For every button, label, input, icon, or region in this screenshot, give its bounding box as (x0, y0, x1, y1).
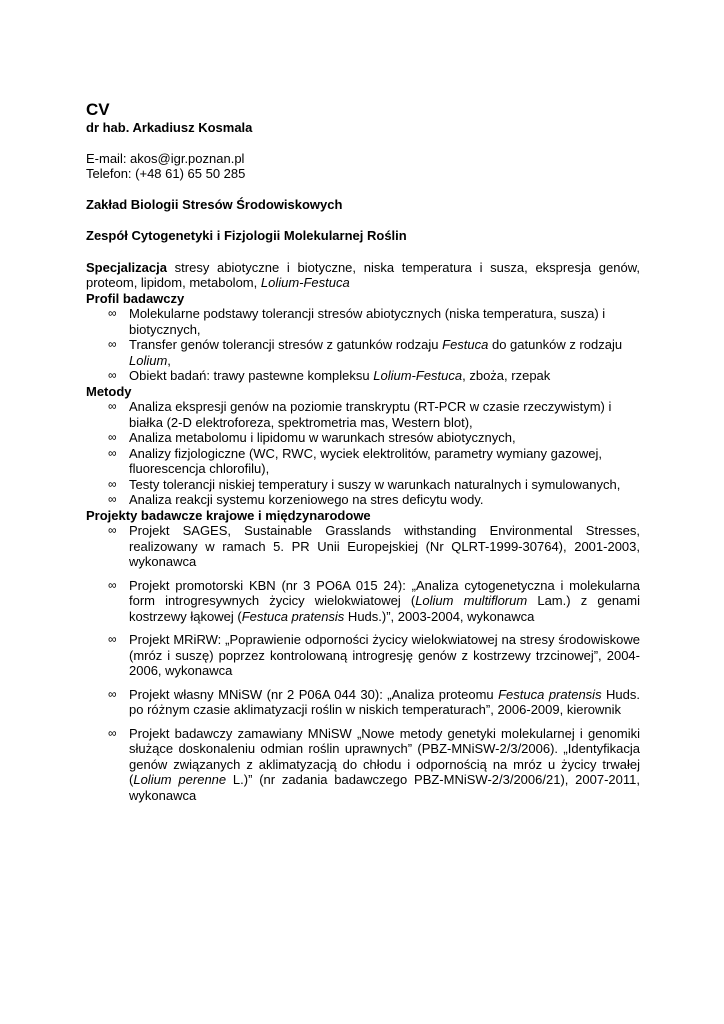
item-text: Projekt własny MNiSW (nr 2 P06A 044 30): „Analiza proteomu (129, 686, 499, 702)
profile-item (86, 337, 640, 368)
profile-list (86, 306, 640, 384)
bullet-icon: ∞ (108, 476, 117, 491)
bullet-icon: ∞ (108, 368, 117, 382)
project-item (86, 523, 640, 570)
methods-list (86, 399, 640, 508)
project-item (86, 632, 640, 679)
item-text: Obiekt badań: trawy pastewne kompleksu (129, 368, 374, 383)
document-title: CV (86, 100, 110, 119)
item-text: Projekt MRiRW: „Poprawienie odporności życicy wielokwiatowej na stresy środowiskowe (mróz i suszę) poprzez kontrolowaną introgresję genów z kostrzewy trzcinowej”, 2004-2006, wykonawca (129, 632, 640, 678)
item-text: L.)” (nr zadania badawczego PBZ-MNiSW-2/3/2006/21), 2007-2011, wykonawca (129, 772, 640, 803)
method-item (86, 399, 640, 430)
bullet-icon: ∞ (108, 632, 117, 646)
department-name: Zakład Biologii Stresów Środowiskowych (86, 196, 343, 212)
item-text: , zboża, rzepak (462, 368, 551, 383)
item-text: Testy tolerancji niskiej temperatury i suszy w warunkach naturalnych i symulowanych, (129, 476, 621, 492)
specialization-text: stresy abiotyczne i biotyczne, niska temperatura i susza, ekspresja genów, proteom, lipidom, metabolom, (86, 259, 640, 290)
item-text: Huds. po różnym czasie aklimatyzacji roślin w niskich temperaturach”, 2006-2009, kierownik (129, 686, 641, 717)
project-item (86, 726, 640, 804)
item-text: do gatunków z rodzaju (488, 337, 623, 352)
item-text: Projekt promotorski KBN (nr 3 PO6A 015 24): „Analiza cytogenetyczna i molekularna form introgresywnych życicy wielokwiatowej ( (129, 577, 640, 608)
italic-term: Lolium-Festuca (373, 368, 463, 383)
italic-term: Lolium perenne (133, 772, 227, 787)
specialization-paragraph (86, 260, 640, 291)
item-text: Molekularne podstawy tolerancji stresów abiotycznych (niska temperatura, susza) i biotycznych, (129, 306, 606, 337)
italic-term: Lolium (129, 352, 168, 368)
project-item (86, 578, 640, 625)
item-text: Analiza reakcji systemu korzeniowego na stres deficytu wody. (129, 492, 484, 507)
item-text: Transfer genów tolerancji stresów z gatunków rodzaju (129, 337, 443, 352)
italic-term: Festuca pratensis (498, 686, 602, 702)
profile-item (86, 368, 640, 384)
specialization-label: Specjalizacja (86, 259, 167, 275)
person-name: dr hab. Arkadiusz Kosmala (86, 120, 253, 135)
italic-term: Festuca pratensis (241, 608, 345, 624)
bullet-icon: ∞ (108, 577, 117, 592)
item-text: Analiza ekspresji genów na poziomie transkryptu (RT-PCR w czasie rzeczywistym) i białka (2-D elektroforeza, spektrometria mas, Western blot), (129, 399, 612, 430)
bullet-icon: ∞ (108, 686, 117, 701)
project-item (86, 687, 640, 718)
italic-term: Lolium multiflorum (415, 593, 528, 608)
projects-heading: Projekty badawcze krajowe i międzynarodowe (86, 507, 371, 523)
bullet-icon: ∞ (108, 306, 117, 320)
item-text: Lam.) z genami kostrzewy łąkowej ( (129, 593, 640, 624)
methods-heading: Metody (86, 383, 132, 399)
item-text: Analizy fizjologiczne (WC, RWC, wyciek elektrolitów, parametry wymiany gazowej, fluorescencja chlorofilu), (129, 445, 602, 476)
item-text: Projekt SAGES, Sustainable Grasslands withstanding Environmental Stresses, realizowany w ramach 5. PR Unii Europejskiej (Nr QLRT-1999-30764), 2001-2003, wykonawca (129, 523, 640, 569)
bullet-icon: ∞ (108, 430, 117, 444)
item-text: Projekt badawczy zamawiany MNiSW „Nowe metody genetyki molekularnej i genomiki służące doskonaleniu odmian roślin uprawnych” (PBZ-MNiSW-2/3/2006). „Identyfikacja genów związanych z aklimatyzacją do chłodu i odpornością na mróz u życicy trwałej ( (129, 725, 640, 787)
bullet-icon: ∞ (108, 725, 117, 740)
bullet-icon: ∞ (108, 337, 117, 351)
phone-line: Telefon: (+48 61) 65 50 285 (86, 166, 246, 181)
profile-heading: Profil badawczy (86, 290, 185, 306)
item-text: Huds.)”, 2003-2004, wykonawca (344, 608, 535, 624)
team-name: Zespół Cytogenetyki i Fizjologii Molekularnej Roślin (86, 228, 407, 243)
item-text: Analiza metabolomu i lipidomu w warunkach stresów abiotycznych, (129, 430, 516, 445)
profile-item (86, 306, 640, 337)
method-item (86, 430, 640, 446)
bullet-icon: ∞ (108, 445, 117, 460)
projects-list (86, 523, 640, 803)
method-item (86, 446, 640, 477)
item-text: , (167, 352, 171, 368)
specialization-italic: Lolium-Festuca (260, 275, 350, 290)
italic-term: Festuca (442, 337, 489, 352)
cv-document (86, 100, 640, 811)
email-line: E-mail: akos@igr.poznan.pl (86, 150, 245, 166)
method-item (86, 492, 640, 508)
bullet-icon: ∞ (108, 492, 117, 506)
bullet-icon: ∞ (108, 523, 117, 537)
bullet-icon: ∞ (108, 399, 117, 413)
method-item (86, 477, 640, 493)
